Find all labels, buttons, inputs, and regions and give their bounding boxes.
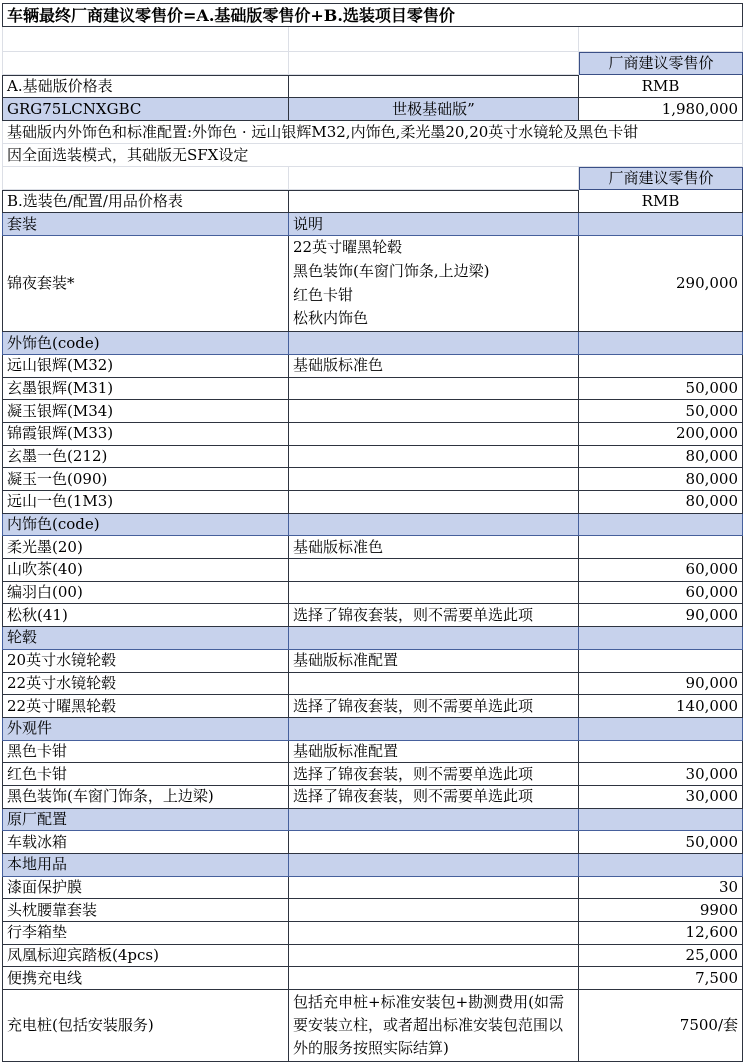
item-desc[interactable]: 基础版标准配置	[289, 650, 579, 673]
option-row	[2, 945, 743, 968]
section-price-blank[interactable]	[579, 809, 743, 832]
item-price[interactable]: 30	[579, 877, 743, 900]
section-row	[2, 514, 743, 537]
item-price[interactable]	[579, 355, 743, 378]
item-desc[interactable]	[289, 491, 579, 514]
item-name[interactable]: 山吹茶(40)	[2, 559, 289, 582]
item-name[interactable]: 锦夜套装*	[2, 236, 289, 332]
item-name[interactable]: 玄墨一色(212)	[2, 446, 289, 469]
item-price[interactable]	[579, 536, 743, 559]
blank-cell	[579, 27, 743, 52]
option-row	[2, 763, 743, 786]
option-row	[2, 741, 743, 764]
item-desc[interactable]	[289, 922, 579, 945]
item-price[interactable]: 90,000	[579, 673, 743, 696]
item-name[interactable]: 车载冰箱	[2, 831, 289, 854]
item-price[interactable]: 200,000	[579, 423, 743, 446]
model-price[interactable]: 1,980,000	[579, 98, 743, 121]
item-price[interactable]: 50,000	[579, 400, 743, 423]
option-row	[2, 400, 743, 423]
sheet-title: 车辆最终厂商建议零售价=A.基础版零售价+B.选装项目零售价	[2, 3, 743, 27]
item-name[interactable]: 红色卡钳	[2, 763, 289, 786]
item-price[interactable]: 80,000	[579, 468, 743, 491]
option-row	[2, 604, 743, 627]
option-row	[2, 877, 743, 900]
section-price-blank[interactable]	[579, 627, 743, 650]
section-label[interactable]: 外观件	[2, 718, 289, 741]
item-price[interactable]: 9900	[579, 899, 743, 922]
item-name[interactable]: 行李箱垫	[2, 922, 289, 945]
item-desc[interactable]	[289, 899, 579, 922]
option-row	[2, 355, 743, 378]
item-desc[interactable]: 22英寸曜黑轮毂 黑色装饰(车窗门饰条,上边梁) 红色卡钳 松秋内饰色	[289, 236, 579, 332]
option-row	[2, 967, 743, 990]
option-row	[2, 491, 743, 514]
section-row	[2, 627, 743, 650]
item-desc[interactable]	[289, 582, 579, 605]
section-price-blank[interactable]	[579, 332, 743, 355]
item-desc[interactable]: 基础版标准色	[289, 355, 579, 378]
item-name[interactable]: 锦霞银辉(M33)	[2, 423, 289, 446]
section-row	[2, 809, 743, 832]
item-desc[interactable]	[289, 559, 579, 582]
item-name[interactable]: 20英寸水镜轮毂	[2, 650, 289, 673]
section-row	[2, 718, 743, 741]
section-label[interactable]: 轮毂	[2, 627, 289, 650]
option-row	[2, 423, 743, 446]
item-name[interactable]: 22英寸水镜轮毂	[2, 673, 289, 696]
col-header-desc[interactable]: 说明	[289, 213, 579, 236]
item-desc[interactable]: 选择了锦夜套装，则不需要单选此项	[289, 604, 579, 627]
option-row	[2, 831, 743, 854]
item-name[interactable]: 漆面保护膜	[2, 877, 289, 900]
item-desc[interactable]	[289, 378, 579, 401]
item-desc[interactable]	[289, 945, 579, 968]
blank-cell	[289, 167, 579, 190]
table-label-a[interactable]: A.基础版价格表	[2, 75, 289, 98]
item-name[interactable]: 凤凰标迎宾踏板(4pcs)	[2, 945, 289, 968]
item-name[interactable]: 松秋(41)	[2, 604, 289, 627]
option-row	[2, 673, 743, 696]
item-price[interactable]: 60,000	[579, 559, 743, 582]
col-header-package[interactable]: 套装	[2, 213, 289, 236]
option-row	[2, 536, 743, 559]
section-desc-blank[interactable]	[289, 332, 579, 355]
item-name[interactable]: 充电桩(包括安装服务)	[2, 990, 289, 1062]
option-row	[2, 582, 743, 605]
currency-a[interactable]: RMB	[579, 75, 743, 98]
option-row	[2, 468, 743, 491]
item-price[interactable]: 30,000	[579, 786, 743, 809]
item-desc[interactable]	[289, 831, 579, 854]
section-label[interactable]: 原厂配置	[2, 809, 289, 832]
option-row	[2, 650, 743, 673]
item-desc[interactable]	[289, 446, 579, 469]
blank-cell	[289, 27, 579, 52]
col-header-price-blank	[579, 213, 743, 236]
model-name[interactable]: 世极基础版”	[289, 98, 579, 121]
item-price[interactable]	[579, 741, 743, 764]
item-price[interactable]: 290,000	[579, 236, 743, 332]
item-price[interactable]: 25,000	[579, 945, 743, 968]
blank-cell	[289, 52, 579, 75]
model-code[interactable]: GRG75LCNXGBC	[2, 98, 289, 121]
item-price[interactable]: 30,000	[579, 763, 743, 786]
currency-b[interactable]: RMB	[579, 190, 743, 213]
price-sheet-table	[2, 3, 743, 1062]
option-row	[2, 922, 743, 945]
section-row	[2, 332, 743, 355]
item-name[interactable]: 头枕腰靠套装	[2, 899, 289, 922]
section-row	[2, 854, 743, 877]
item-name[interactable]: 远山银辉(M32)	[2, 355, 289, 378]
section-label[interactable]: 本地用品	[2, 854, 289, 877]
section-desc-blank[interactable]	[289, 854, 579, 877]
table-label-b[interactable]: B.选装色/配置/用品价格表	[2, 190, 289, 213]
item-price[interactable]: 50,000	[579, 831, 743, 854]
item-price[interactable]: 7,500	[579, 967, 743, 990]
item-price[interactable]: 80,000	[579, 446, 743, 469]
item-desc[interactable]: 包括充申桩+标准安装包+勘测费用(如需要安装立柱，或者超出标准安装包范围以外的服务按照实际结算)	[289, 990, 579, 1062]
note-line-1[interactable]: 基础版内外饰色和标准配置:外饰色 · 远山银辉M32,内饰色,柔光墨20,20英寸水镜轮及黑色卡钳	[2, 121, 743, 144]
section-desc-blank[interactable]	[289, 514, 579, 537]
item-name[interactable]: 22英寸曜黑轮毂	[2, 695, 289, 718]
item-desc[interactable]	[289, 877, 579, 900]
item-price[interactable]: 140,000	[579, 695, 743, 718]
option-row	[2, 236, 743, 332]
blank-cell	[289, 190, 579, 213]
item-desc[interactable]: 基础版标准色	[289, 536, 579, 559]
item-desc[interactable]: 选择了锦夜套装，则不需要单选此项	[289, 695, 579, 718]
option-row	[2, 559, 743, 582]
item-price[interactable]: 80,000	[579, 491, 743, 514]
item-desc[interactable]	[289, 400, 579, 423]
option-row	[2, 695, 743, 718]
item-name[interactable]: 远山一色(1M3)	[2, 491, 289, 514]
section-label[interactable]: 内饰色(code)	[2, 514, 289, 537]
section-desc-blank[interactable]	[289, 718, 579, 741]
item-name[interactable]: 柔光墨(20)	[2, 536, 289, 559]
option-row	[2, 446, 743, 469]
item-desc[interactable]: 选择了锦夜套装，则不需要单选此项	[289, 786, 579, 809]
section-desc-blank[interactable]	[289, 627, 579, 650]
item-desc[interactable]	[289, 468, 579, 491]
item-name[interactable]: 凝玉一色(090)	[2, 468, 289, 491]
price-header-a[interactable]: 厂商建议零售价	[579, 52, 743, 75]
blank-cell	[2, 167, 289, 190]
blank-cell	[2, 52, 289, 75]
item-price[interactable]: 12,600	[579, 922, 743, 945]
blank-cell	[2, 27, 289, 52]
price-header-b[interactable]: 厂商建议零售价	[579, 167, 743, 190]
option-row	[2, 899, 743, 922]
option-row	[2, 990, 743, 1062]
item-price[interactable]: 7500/套	[579, 990, 743, 1062]
option-row	[2, 786, 743, 809]
item-price[interactable]: 90,000	[579, 604, 743, 627]
section-desc-blank[interactable]	[289, 809, 579, 832]
item-desc[interactable]	[289, 967, 579, 990]
item-name[interactable]: 便携充电线	[2, 967, 289, 990]
item-price[interactable]	[579, 650, 743, 673]
section-price-blank[interactable]	[579, 854, 743, 877]
option-row	[2, 378, 743, 401]
item-desc[interactable]: 选择了锦夜套装，则不需要单选此项	[289, 763, 579, 786]
item-desc[interactable]	[289, 423, 579, 446]
section-price-blank[interactable]	[579, 514, 743, 537]
note-line-2[interactable]: 因全面选装模式，其础版无SFX设定	[2, 144, 743, 167]
item-name[interactable]: 编羽白(00)	[2, 582, 289, 605]
item-desc[interactable]	[289, 673, 579, 696]
item-price[interactable]: 60,000	[579, 582, 743, 605]
section-price-blank[interactable]	[579, 718, 743, 741]
section-label[interactable]: 外饰色(code)	[2, 332, 289, 355]
blank-cell	[289, 75, 579, 98]
item-name[interactable]: 黑色装饰(车窗门饰条，上边梁)	[2, 786, 289, 809]
item-name[interactable]: 玄墨银辉(M31)	[2, 378, 289, 401]
item-name[interactable]: 凝玉银辉(M34)	[2, 400, 289, 423]
item-price[interactable]: 50,000	[579, 378, 743, 401]
item-name[interactable]: 黑色卡钳	[2, 741, 289, 764]
item-desc[interactable]: 基础版标准配置	[289, 741, 579, 764]
